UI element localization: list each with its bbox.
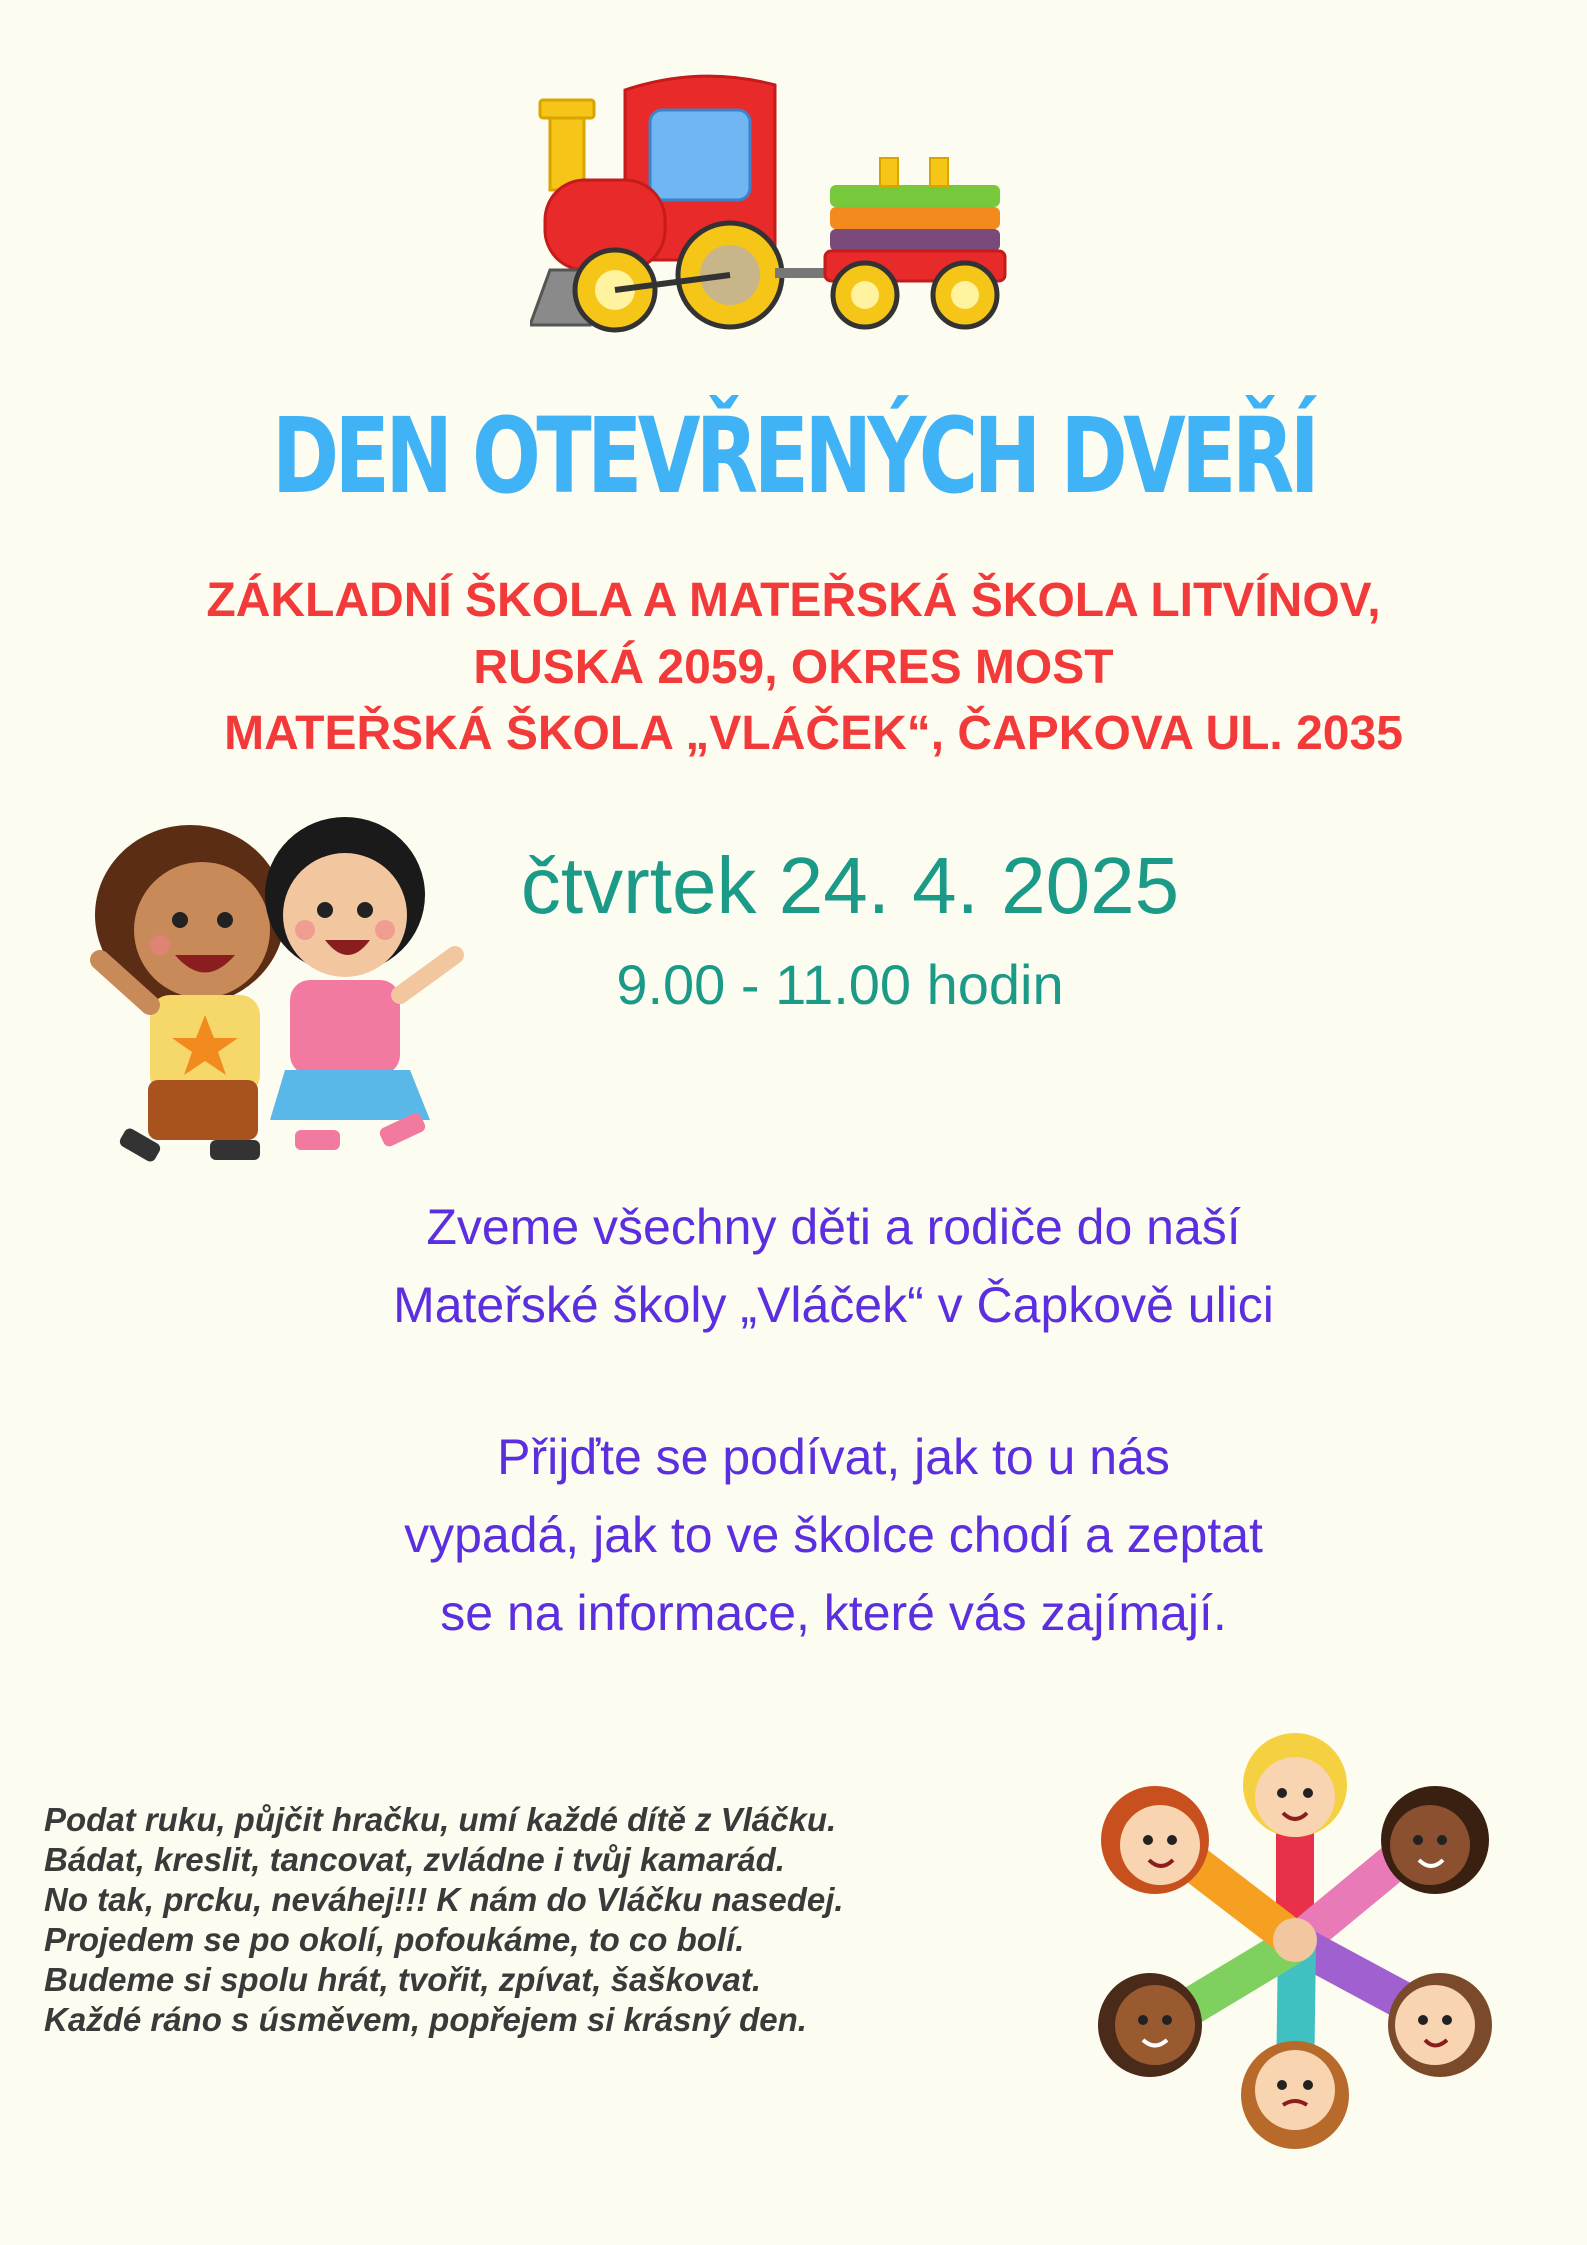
kids-circle-illustration — [1085, 1725, 1505, 2155]
poem-line: No tak, prcku, neváhej!!! K nám do Vláčku nasedej. — [44, 1881, 844, 1918]
come-visit-line-1: Přijďte se podívat, jak to u nás — [497, 1429, 1170, 1485]
event-date: čtvrtek 24. 4. 2025 — [520, 841, 1180, 930]
kindergarten-name-line: MATEŘSKÁ ŠKOLA „VLÁČEK“, ČAPKOVA UL. 2035 — [224, 707, 1403, 760]
poem-line: Každé ráno s úsměvem, popřejem si krásný den. — [44, 2001, 807, 2038]
poem — [44, 1800, 1084, 2040]
event-time: 9.00 - 11.00 hodin — [616, 953, 1064, 1016]
poem-line: Bádat, kreslit, tancovat, zvládne i tvůj kamarád. — [44, 1841, 785, 1878]
poem-line: Budeme si spolu hrát, tvořit, zpívat, šaškovat. — [44, 1961, 762, 1998]
toy-train-illustration — [530, 70, 1050, 340]
invitation-line-2: Mateřské školy „Vláček“ v Čapkově ulici — [393, 1277, 1274, 1333]
poem-line: Projedem se po okolí, pofoukáme, to co bolí. — [44, 1921, 745, 1958]
page-title: DEN OTEVŘENÝCH DVEŘÍ — [271, 395, 1316, 517]
school-address-line: RUSKÁ 2059, OKRES MOST — [473, 641, 1114, 694]
invitation-line-1: Zveme všechny děti a rodiče do naší — [426, 1199, 1241, 1255]
school-name-line-1: ZÁKLADNÍ ŠKOLA A MATEŘSKÁ ŠKOLA LITVÍNOV, — [206, 574, 1381, 627]
poem-line: Podat ruku, půjčit hračku, umí každé dítě z Vláčku. — [44, 1801, 837, 1838]
two-kids-illustration — [90, 780, 470, 1170]
come-visit-line-3: se na informace, které vás zajímají. — [440, 1585, 1227, 1641]
come-visit-line-2: vypadá, jak to ve školce chodí a zeptat — [404, 1507, 1263, 1563]
